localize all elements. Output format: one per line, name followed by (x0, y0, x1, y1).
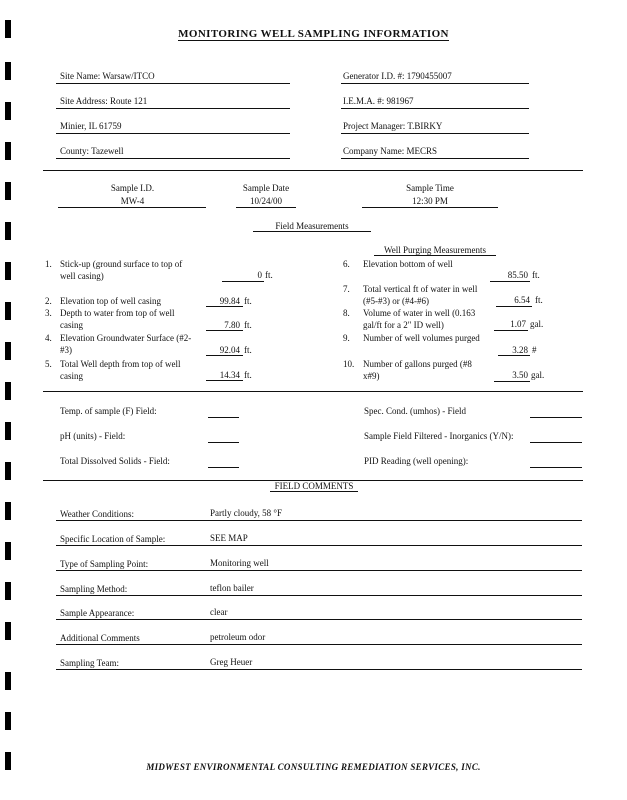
item-10-label-line2: x#9) (363, 371, 380, 381)
city-state-zip: Minier, IL 61759 (60, 121, 122, 131)
appearance-line (56, 619, 582, 620)
binder-mark (5, 62, 11, 80)
item-2-label-line1: Elevation top of well casing (60, 296, 161, 306)
spec-cond-label: Spec. Cond. (umhos) - Field (364, 406, 466, 416)
sampling-team-line (56, 669, 582, 670)
county-line (56, 158, 290, 159)
iema-number: I.E.M.A. #: 981967 (343, 96, 414, 106)
item-5-label-line1: Total Well depth from top of well (60, 359, 181, 369)
tds-line (208, 467, 239, 468)
item-9-unit: # (532, 345, 537, 355)
binder-mark (5, 422, 11, 440)
appearance-value: clear (210, 607, 228, 617)
item-4-label-line2: #3) (60, 345, 72, 355)
item-4-value: 92.04 (219, 345, 240, 355)
item-2-unit: ft. (244, 296, 252, 306)
binder-mark (5, 622, 11, 640)
binder-mark (5, 582, 11, 600)
item-4-label-line1: Elevation Groundwater Surface (#2- (60, 333, 192, 343)
pid-label: PID Reading (well opening): (364, 456, 469, 466)
item-3-line (206, 330, 243, 331)
weather-line (56, 520, 582, 521)
filtered-line (530, 442, 582, 443)
item-8-value: 1.07 (510, 319, 526, 329)
sample-id-line (58, 207, 206, 208)
binder-mark (5, 382, 11, 400)
item-7-unit: ft. (535, 295, 543, 305)
sampling-method-line (56, 595, 582, 596)
additional-comments-label: Additional Comments (60, 633, 140, 643)
site-address: Site Address: Route 121 (60, 96, 148, 106)
ph-label: pH (units) - Field: (60, 431, 126, 441)
iema-line (341, 108, 529, 109)
project-manager: Project Manager: T.BIRKY (343, 121, 443, 131)
binder-mark (5, 542, 11, 560)
sample-date-value: 10/24/00 (249, 196, 282, 206)
sample-time-label: Sample Time (406, 183, 454, 193)
sampling-point-label: Type of Sampling Point: (60, 559, 149, 569)
binder-mark (5, 672, 11, 690)
section-divider (43, 391, 583, 392)
binder-mark (5, 142, 11, 160)
field-comments-title: FIELD COMMENTS (270, 481, 358, 492)
binder-mark (5, 102, 11, 120)
item-1-label-line2: well casing) (60, 271, 104, 281)
item-8-number: 8. (343, 308, 350, 318)
item-3-number: 3. (45, 308, 52, 318)
item-6-line (490, 281, 530, 282)
weather-value: Partly cloudy, 58 °F (210, 508, 283, 518)
additional-comments-value: petroleum odor (210, 632, 266, 642)
sample-id-label: Sample I.D. (110, 183, 155, 193)
location-line (56, 545, 582, 546)
binder-mark (5, 182, 11, 200)
item-3-label-line2: casing (60, 320, 83, 330)
item-2-line (206, 306, 243, 307)
item-10-number: 10. (343, 359, 355, 369)
county: County: Tazewell (60, 146, 124, 156)
item-1-unit: ft. (265, 270, 273, 280)
binder-mark (5, 502, 11, 520)
additional-comments-line (56, 644, 582, 645)
sampling-method-label: Sampling Method: (60, 584, 128, 594)
item-1-line (222, 281, 264, 282)
ph-line (208, 442, 239, 443)
item-1-value: 0 (257, 270, 262, 280)
item-6-number: 6. (343, 259, 350, 269)
item-10-value: 3.50 (512, 370, 528, 380)
item-5-value: 14.34 (219, 370, 240, 380)
item-7-number: 7. (343, 284, 350, 294)
spec-cond-line (530, 417, 582, 418)
sample-id-value: MW-4 (120, 196, 145, 206)
section-divider (43, 170, 583, 171)
item-7-label-line2: (#5-#3) or (#4-#6) (363, 296, 429, 306)
item-3-unit: ft. (244, 320, 252, 330)
site-name: Site Name: Warsaw/ITCO (60, 71, 155, 81)
site-address-line (56, 108, 290, 109)
item-10-unit: gal. (531, 370, 545, 380)
item-5-label-line2: casing (60, 371, 83, 381)
item-9-number: 9. (343, 333, 350, 343)
field-measurements-title: Field Measurements (253, 221, 371, 232)
sampling-point-line (56, 570, 582, 571)
item-2-value: 99.84 (219, 296, 240, 306)
item-5-number: 5. (45, 359, 52, 369)
location-label: Specific Location of Sample: (60, 534, 166, 544)
item-6-unit: ft. (532, 270, 540, 280)
item-1-number: 1. (45, 259, 52, 269)
binder-mark (5, 262, 11, 280)
item-10-line (494, 381, 530, 382)
company-name-line (341, 158, 529, 159)
project-manager-line (341, 133, 529, 134)
item-6-label-line1: Elevation bottom of well (363, 259, 453, 269)
item-8-line (494, 330, 528, 331)
sample-time-line (362, 207, 498, 208)
location-value: SEE MAP (210, 533, 248, 543)
pid-line (530, 467, 582, 468)
item-6-value: 85.50 (507, 270, 528, 280)
item-7-line (496, 306, 532, 307)
filtered-label: Sample Field Filtered - Inorganics (Y/N): (364, 431, 514, 441)
item-8-unit: gal. (530, 319, 544, 329)
company-name: Company Name: MECRS (343, 146, 437, 156)
tds-label: Total Dissolved Solids - Field: (60, 456, 170, 466)
item-9-line (498, 355, 530, 356)
temp-label: Temp. of sample (F) Field: (60, 406, 157, 416)
item-8-label-line2: gal/ft for a 2" ID well) (363, 320, 444, 330)
item-4-line (206, 355, 243, 356)
item-4-unit: ft. (244, 345, 252, 355)
binder-mark (5, 342, 11, 360)
item-1-label-line1: Stick-up (ground surface to top of (60, 259, 183, 269)
generator-id: Generator I.D. #: 1790455007 (343, 71, 452, 81)
page-title: MONITORING WELL SAMPLING INFORMATION (178, 28, 449, 40)
item-3-value: 7.80 (224, 320, 240, 330)
site-name-line (56, 83, 290, 84)
item-8-label-line1: Volume of water in well (0.163 (363, 308, 476, 318)
sample-date-label: Sample Date (242, 183, 290, 193)
appearance-label: Sample Appearance: (60, 608, 135, 618)
item-10-label-line1: Number of gallons purged (#8 (363, 359, 472, 369)
sampling-team-value: Greg Heuer (210, 657, 253, 667)
item-3-label-line1: Depth to water from top of well (60, 308, 175, 318)
item-9-value: 3.28 (512, 345, 528, 355)
item-7-label-line1: Total vertical ft of water in well (363, 284, 478, 294)
item-5-unit: ft. (244, 370, 252, 380)
city-line (56, 133, 290, 134)
weather-label: Weather Conditions: (60, 509, 135, 519)
sampling-team-label: Sampling Team: (60, 658, 119, 668)
sample-date-line (236, 207, 296, 208)
sampling-point-value: Monitoring well (210, 558, 269, 568)
sample-time-value: 12:30 PM (412, 196, 448, 206)
item-4-number: 4. (45, 333, 52, 343)
footer-company: MIDWEST ENVIRONMENTAL CONSULTING REMEDIATION SERVICES, INC. (146, 762, 481, 772)
binder-mark (5, 712, 11, 730)
binder-mark (5, 302, 11, 320)
item-9-label-line1: Number of well volumes purged (363, 333, 480, 343)
item-7-value: 6.54 (514, 295, 530, 305)
binder-mark (5, 222, 11, 240)
item-5-line (206, 380, 243, 381)
well-purging-title: Well Purging Measurements (374, 245, 496, 256)
binder-mark (5, 462, 11, 480)
item-2-number: 2. (45, 296, 52, 306)
temp-line (208, 417, 239, 418)
sampling-method-value: teflon bailer (210, 583, 254, 593)
generator-id-line (341, 83, 529, 84)
